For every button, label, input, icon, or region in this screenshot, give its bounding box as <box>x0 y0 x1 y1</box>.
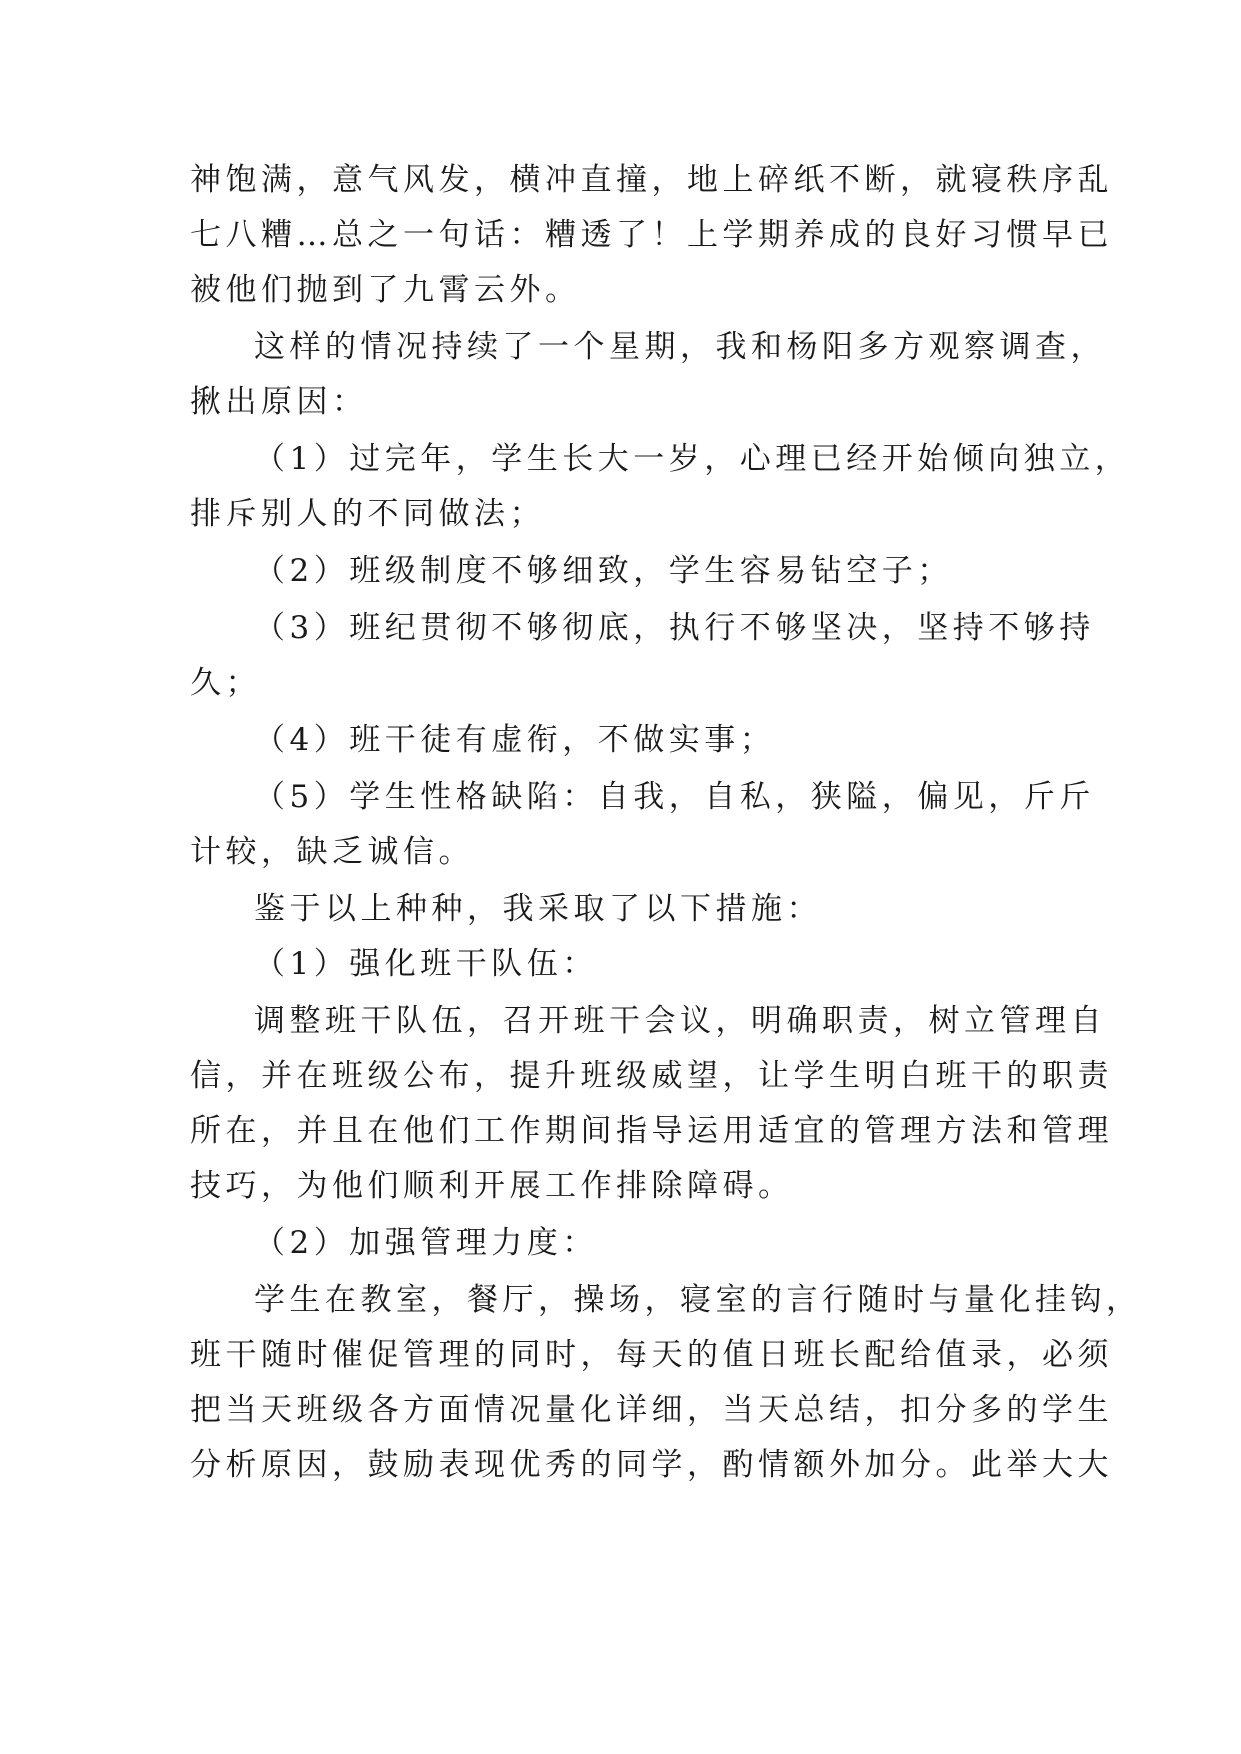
text-line: 技巧，为他们顺利开展工作排除障碍。 <box>190 1168 794 1204</box>
text-line: 被他们抛到了九霄云外。 <box>190 272 581 308</box>
text-line: （5）学生性格缺陷：自我，自私，狭隘，偏见，斤斤 <box>254 779 1095 815</box>
text-line: 鉴于以上种种，我采取了以下措施： <box>254 891 822 927</box>
text-line: 七八糟…总之一句话：糟透了！上学期养成的良好习惯早已 <box>190 217 1113 253</box>
text-line: 调整班干队伍，召开班干会议，明确职责，树立管理自 <box>254 1003 1106 1039</box>
text-line: 分析原因，鼓励表现优秀的同学，酌情额外加分。此举大大 <box>190 1447 1113 1483</box>
text-line: （2）班级制度不够细致，学生容易钻空子； <box>254 553 953 589</box>
text-line: 久； <box>190 665 261 701</box>
text-line: 揪出原因： <box>190 384 368 420</box>
text-line: 信，并在班级公布，提升班级威望，让学生明白班干的职责 <box>190 1058 1113 1094</box>
text-line: 把当天班级各方面情况量化详细，当天总结，扣分多的学生 <box>190 1392 1113 1428</box>
text-line: （1）强化班干队伍： <box>254 946 598 982</box>
text-line: 这样的情况持续了一个星期，我和杨阳多方观察调查， <box>254 329 1106 365</box>
text-line: 计较，缺乏诚信。 <box>190 834 474 870</box>
text-line: （1）过完年，学生长大一岁，心理已经开始倾向独立， <box>254 441 1131 477</box>
text-line: 所在，并且在他们工作期间指导运用适宜的管理方法和管理 <box>190 1113 1113 1149</box>
text-line: （4）班干徒有虚衔，不做实事； <box>254 722 776 758</box>
text-line: 班干随时催促管理的同时，每天的值日班长配给值录，必须 <box>190 1337 1113 1373</box>
text-line: （3）班纪贯彻不够彻底，执行不够坚决，坚持不够持 <box>254 610 1095 646</box>
text-line: 学生在教室，餐厅，操场，寝室的言行随时与量化挂钩， <box>254 1282 1142 1318</box>
text-line: 神饱满，意气风发，横冲直撞，地上碎纸不断，就寝秩序乱 <box>190 162 1113 198</box>
text-line: （2）加强管理力度： <box>254 1225 598 1261</box>
text-line: 排斥别人的不同做法； <box>190 496 545 532</box>
